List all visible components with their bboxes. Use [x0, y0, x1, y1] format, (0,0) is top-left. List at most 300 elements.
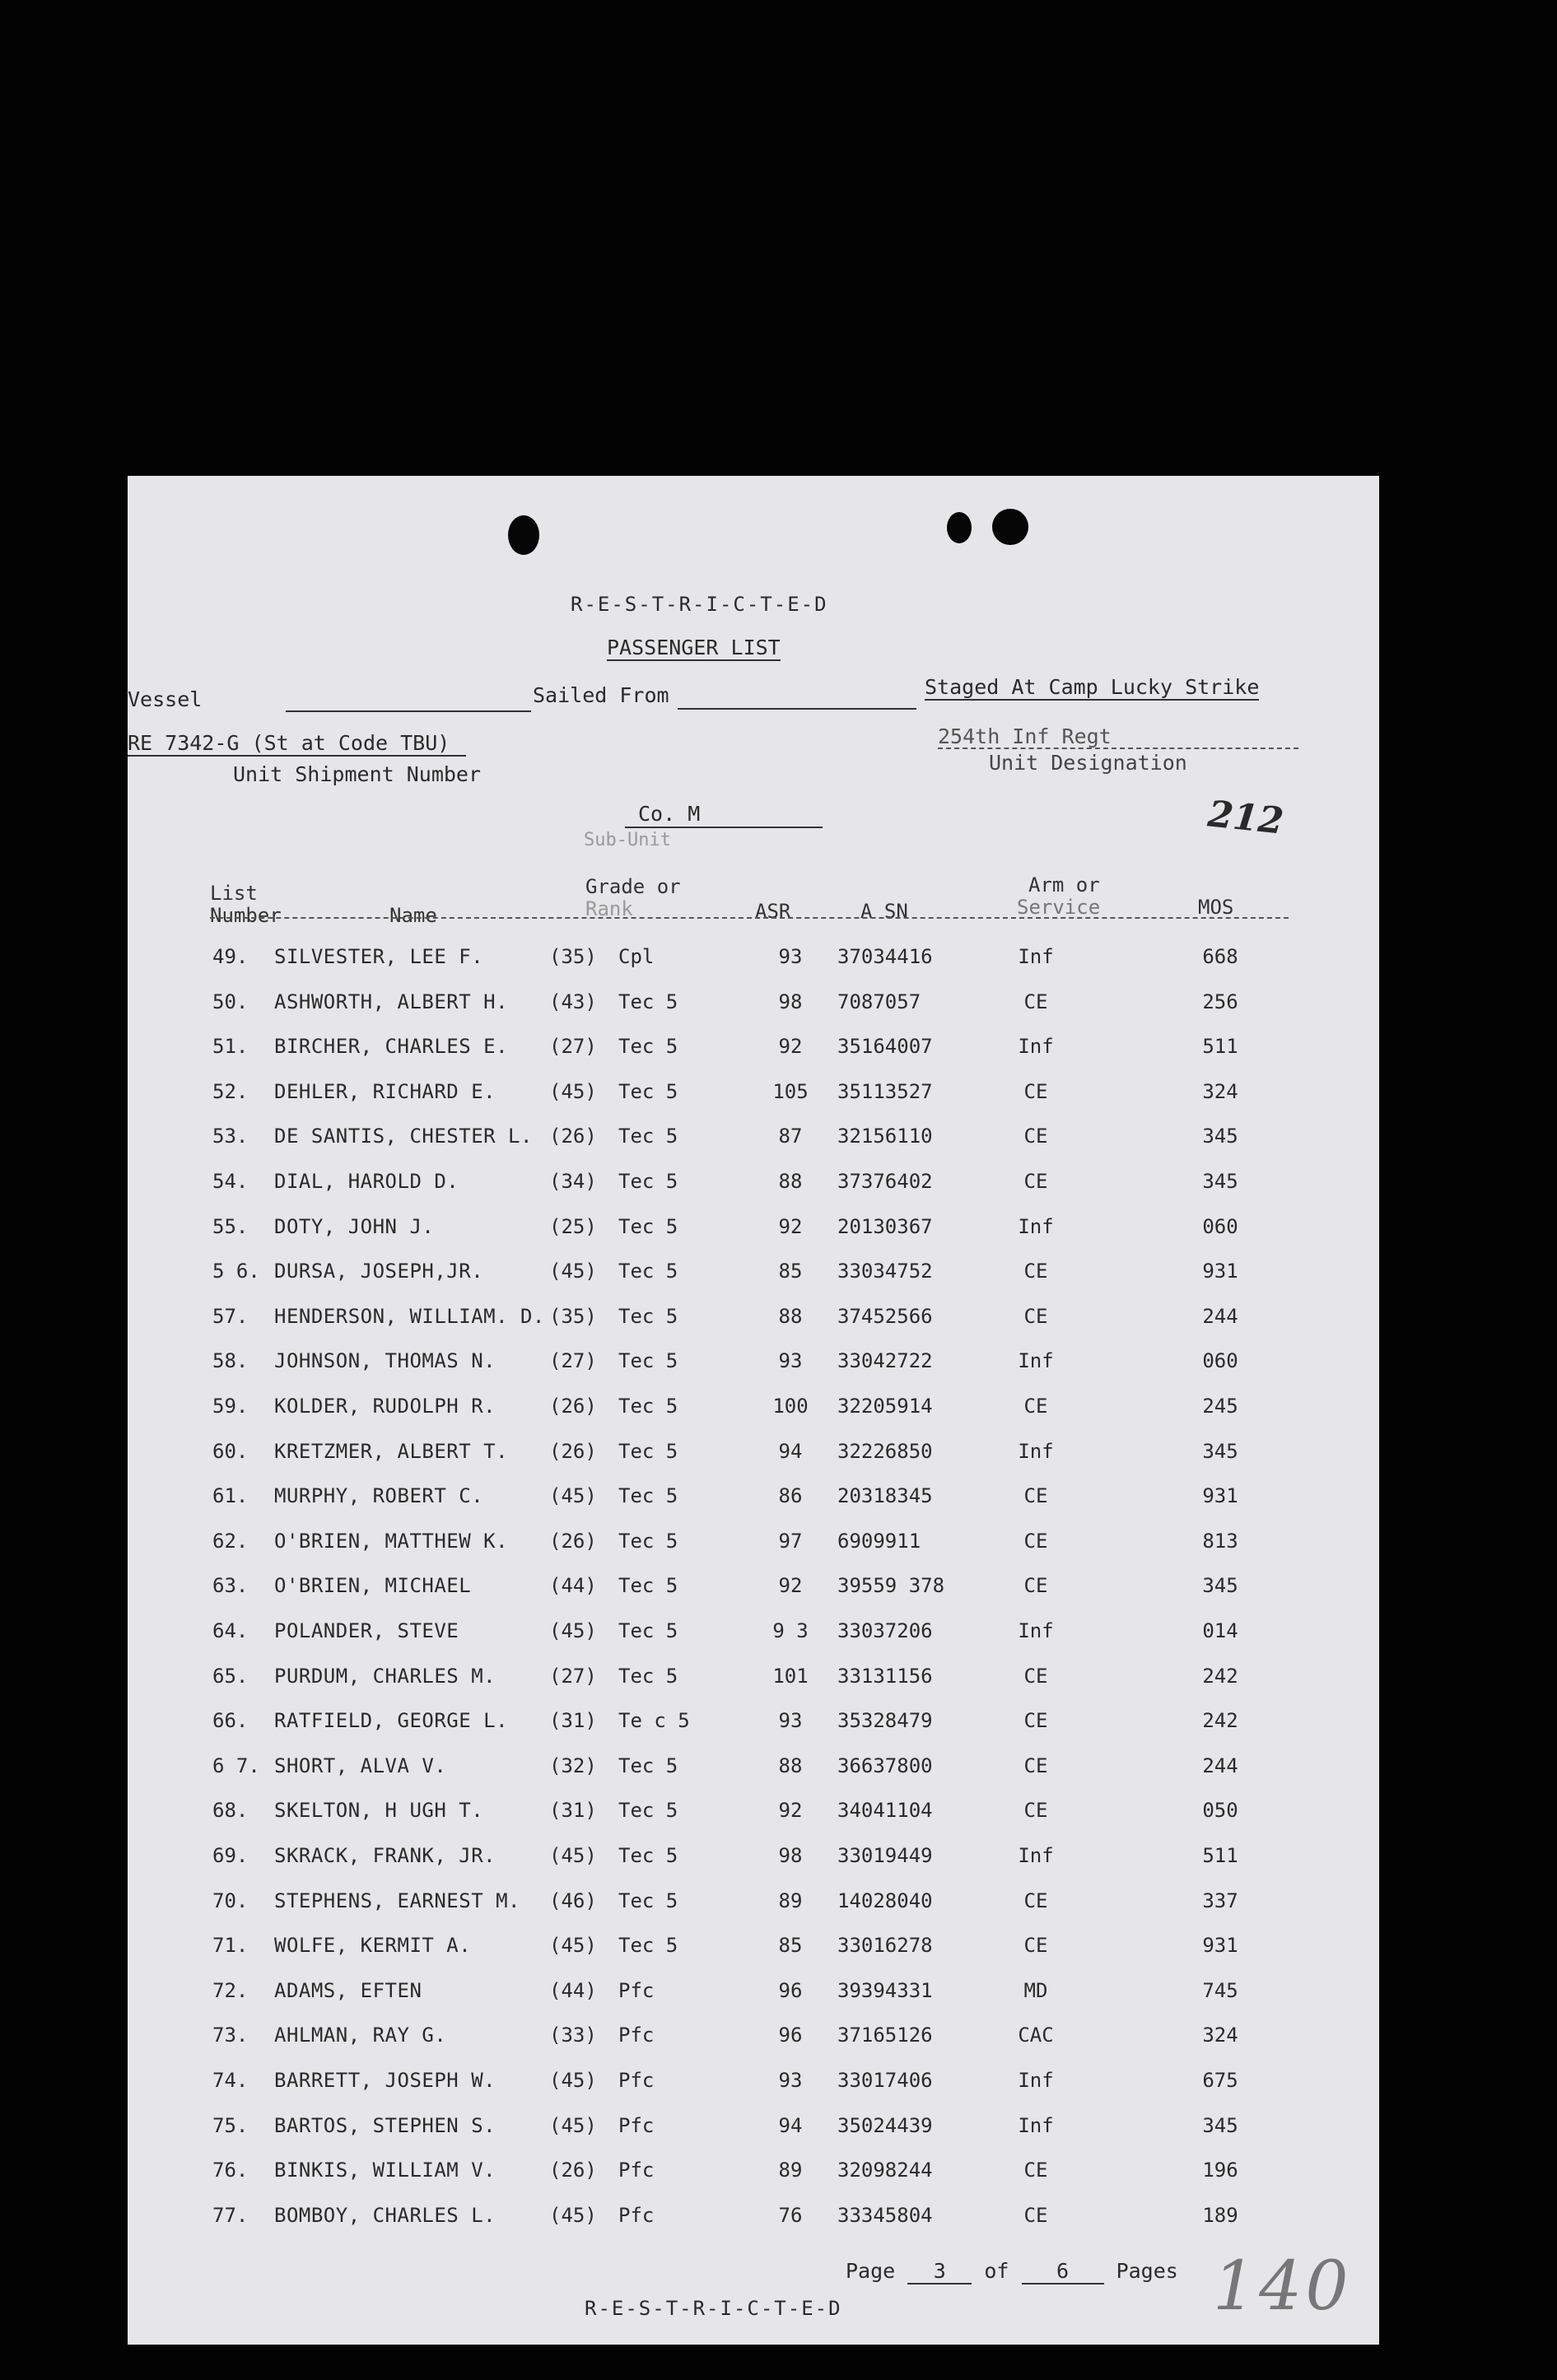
- cell-num: 54.: [212, 1170, 249, 1193]
- document-title: PASSENGER LIST: [607, 636, 781, 659]
- cell-grade: Tec 5: [618, 1619, 678, 1642]
- cell-grade: Tec 5: [618, 1574, 678, 1598]
- cell-arm: Inf: [1018, 1214, 1054, 1238]
- cell-num: 6 7.: [212, 1754, 260, 1777]
- cell-num: 51.: [212, 1035, 249, 1059]
- cell-num: 65.: [212, 1664, 249, 1688]
- table-row: [128, 2024, 1379, 2068]
- cell-age: (46): [549, 1889, 597, 1912]
- cell-name: SILVESTER, LEE F.: [274, 945, 484, 968]
- cell-grade: Te c 5: [618, 1709, 690, 1733]
- cell-name: SHORT, ALVA V.: [274, 1754, 447, 1777]
- cell-arm: CE: [1023, 1260, 1048, 1283]
- cell-asr: 101: [772, 1664, 809, 1688]
- cell-asr: 94: [778, 2113, 803, 2137]
- cell-asn: 6909911: [837, 1529, 921, 1553]
- cell-asr: 92: [778, 1574, 803, 1598]
- table-row: [128, 1799, 1379, 1843]
- cell-asr: 89: [778, 1889, 803, 1912]
- cell-age: (45): [549, 1079, 597, 1103]
- table-row: [128, 1574, 1379, 1618]
- cell-mos: 745: [1202, 1978, 1238, 2002]
- cell-arm: CE: [1023, 1799, 1048, 1823]
- col-grade-line1: Grade or: [585, 875, 681, 898]
- col-grade-line2: Rank: [585, 897, 633, 920]
- cell-asn: 32205914: [837, 1395, 933, 1418]
- cell-name: DURSA, JOSEPH,JR.: [274, 1260, 484, 1283]
- cell-asn: 37034416: [837, 945, 933, 968]
- cell-grade: Tec 5: [618, 1035, 678, 1059]
- unit-designation-label: Unit Designation: [989, 751, 1187, 775]
- handwritten-number: 212: [1205, 793, 1286, 843]
- cell-num: 63.: [212, 1574, 249, 1598]
- cell-num: 77.: [212, 2203, 249, 2227]
- sub-unit-label: Sub-Unit: [584, 830, 671, 850]
- cell-num: 68.: [212, 1799, 249, 1823]
- cell-asn: 20318345: [837, 1484, 933, 1508]
- cell-asr: 98: [778, 990, 803, 1013]
- cell-asn: 33017406: [837, 2069, 933, 2092]
- cell-age: (43): [549, 990, 597, 1013]
- cell-mos: 931: [1202, 1260, 1238, 1283]
- cell-name: DE SANTIS, CHESTER L.: [274, 1125, 533, 1148]
- cell-asn: 33034752: [837, 1260, 933, 1283]
- cell-asn: 33345804: [837, 2203, 933, 2227]
- cell-name: BINKIS, WILLIAM V.: [274, 2159, 496, 2182]
- cell-grade: Tec 5: [618, 990, 678, 1013]
- cell-grade: Tec 5: [618, 1934, 678, 1958]
- cell-age: (45): [549, 1619, 597, 1642]
- cell-grade: Pfc: [618, 2203, 655, 2227]
- cell-asn: 37452566: [837, 1304, 933, 1328]
- col-mos: MOS: [1198, 896, 1234, 919]
- cell-num: 64.: [212, 1619, 249, 1642]
- cell-asr: 98: [778, 1844, 803, 1867]
- restricted-top: R-E-S-T-R-I-C-T-E-D: [571, 593, 828, 616]
- cell-asn: 35113527: [837, 1079, 933, 1103]
- cell-age: (26): [549, 1439, 597, 1463]
- cell-arm: CE: [1023, 1889, 1048, 1912]
- cell-asr: 93: [778, 945, 803, 968]
- cell-asn: 35164007: [837, 1035, 933, 1059]
- cell-arm: CE: [1023, 1664, 1048, 1688]
- cell-asn: 35328479: [837, 1709, 933, 1733]
- cell-asn: 37165126: [837, 2024, 933, 2047]
- cell-asr: 88: [778, 1754, 803, 1777]
- cell-grade: Cpl: [618, 945, 655, 968]
- cell-name: AHLMAN, RAY G.: [274, 2024, 447, 2047]
- cell-mos: 345: [1202, 1574, 1238, 1598]
- cell-name: BARTOS, STEPHEN S.: [274, 2113, 496, 2137]
- cell-mos: 511: [1202, 1035, 1238, 1059]
- unit-shipment-value: RE 7342-G (St at Code TBU): [128, 731, 466, 757]
- cell-num: 57.: [212, 1304, 249, 1328]
- cell-arm: CE: [1023, 1754, 1048, 1777]
- cell-arm: Inf: [1018, 1035, 1054, 1059]
- cell-mos: 014: [1202, 1619, 1238, 1642]
- cell-mos: 324: [1202, 2024, 1238, 2047]
- cell-arm: Inf: [1018, 1349, 1054, 1373]
- cell-grade: Tec 5: [618, 1395, 678, 1418]
- cell-asn: 33019449: [837, 1844, 933, 1867]
- table-row: [128, 1035, 1379, 1079]
- cell-grade: Tec 5: [618, 1125, 678, 1148]
- page-value: 3: [907, 2259, 972, 2285]
- cell-mos: 245: [1202, 1395, 1238, 1418]
- cell-asn: 36637800: [837, 1754, 933, 1777]
- cell-asn: 33037206: [837, 1619, 933, 1642]
- unit-shipment-label: Unit Shipment Number: [233, 762, 482, 786]
- cell-mos: 060: [1202, 1214, 1238, 1238]
- cell-asn: 33131156: [837, 1664, 933, 1688]
- cell-name: RATFIELD, GEORGE L.: [274, 1709, 509, 1733]
- col-arm: [1017, 874, 1100, 919]
- cell-name: SKELTON, H UGH T.: [274, 1799, 484, 1823]
- cell-grade: Pfc: [618, 2024, 655, 2047]
- cell-age: (45): [549, 2069, 597, 2092]
- handwritten-page-number: 140: [1213, 2247, 1352, 2326]
- table-row: [128, 1844, 1379, 1889]
- cell-grade: Pfc: [618, 1978, 655, 2002]
- cell-asr: 105: [772, 1079, 809, 1103]
- cell-asr: 96: [778, 1978, 803, 2002]
- cell-name: O'BRIEN, MATTHEW K.: [274, 1529, 509, 1553]
- cell-arm: MD: [1023, 1978, 1048, 2002]
- cell-arm: CE: [1023, 1304, 1048, 1328]
- punch-hole: [992, 509, 1028, 545]
- col-list-number-line1: List: [210, 882, 258, 905]
- cell-arm: CE: [1023, 1709, 1048, 1733]
- cell-asn: 7087057: [837, 990, 921, 1013]
- table-row: [128, 1440, 1379, 1484]
- cell-mos: 060: [1202, 1349, 1238, 1373]
- cell-age: (44): [549, 1574, 597, 1598]
- cell-mos: 244: [1202, 1304, 1238, 1328]
- cell-asr: 94: [778, 1439, 803, 1463]
- table-row: [128, 1619, 1379, 1664]
- cell-name: MURPHY, ROBERT C.: [274, 1484, 484, 1508]
- table-row: [128, 990, 1379, 1035]
- cell-grade: Tec 5: [618, 1844, 678, 1867]
- cell-name: HENDERSON, WILLIAM. D.: [274, 1304, 545, 1328]
- cell-grade: Tec 5: [618, 1079, 678, 1103]
- pages-label: Pages: [1116, 2259, 1178, 2283]
- cell-num: 71.: [212, 1934, 249, 1958]
- cell-age: (45): [549, 1844, 597, 1867]
- cell-asn: 33042722: [837, 1349, 933, 1373]
- table-row: [128, 1170, 1379, 1214]
- cell-arm: Inf: [1018, 1619, 1054, 1642]
- vessel-value: [286, 687, 531, 712]
- of-label: of: [984, 2259, 1009, 2283]
- passenger-list-document: [128, 476, 1379, 2345]
- cell-grade: Tec 5: [618, 1170, 678, 1193]
- cell-grade: Tec 5: [618, 1304, 678, 1328]
- cell-num: 50.: [212, 990, 249, 1013]
- cell-mos: 050: [1202, 1799, 1238, 1823]
- col-asr: ASR: [755, 900, 791, 923]
- cell-num: 66.: [212, 1709, 249, 1733]
- col-arm-line1: Arm or: [1028, 873, 1100, 897]
- table-row: [128, 2114, 1379, 2159]
- cell-arm: CE: [1023, 2159, 1048, 2182]
- cell-arm: CE: [1023, 1170, 1048, 1193]
- cell-grade: Tec 5: [618, 1260, 678, 1283]
- cell-asr: 85: [778, 1260, 803, 1283]
- cell-name: DEHLER, RICHARD E.: [274, 1079, 496, 1103]
- cell-arm: Inf: [1018, 2113, 1054, 2137]
- sub-unit-rule: [625, 827, 823, 828]
- cell-asr: 76: [778, 2203, 803, 2227]
- cell-mos: 813: [1202, 1529, 1238, 1553]
- cell-asn: 37376402: [837, 1170, 933, 1193]
- cell-name: WOLFE, KERMIT A.: [274, 1934, 472, 1958]
- cell-grade: Pfc: [618, 2159, 655, 2182]
- cell-age: (45): [549, 1260, 597, 1283]
- cell-age: (45): [549, 2113, 597, 2137]
- cell-asr: 93: [778, 1349, 803, 1373]
- cell-num: 5 6.: [212, 1260, 260, 1283]
- sailed-from-value: [678, 685, 916, 710]
- cell-asr: 92: [778, 1035, 803, 1059]
- cell-age: (32): [549, 1754, 597, 1777]
- cell-mos: 511: [1202, 1844, 1238, 1867]
- cell-asn: 35024439: [837, 2113, 933, 2137]
- table-row: [128, 1709, 1379, 1754]
- cell-asn: 39394331: [837, 1978, 933, 2002]
- cell-age: (44): [549, 1978, 597, 2002]
- table-row: [128, 1260, 1379, 1304]
- cell-arm: Inf: [1018, 2069, 1054, 2092]
- table-row: [128, 2069, 1379, 2113]
- cell-age: (35): [549, 1304, 597, 1328]
- table-row: [128, 1080, 1379, 1125]
- cell-asr: 89: [778, 2159, 803, 2182]
- cell-asn: 32226850: [837, 1439, 933, 1463]
- cell-num: 70.: [212, 1889, 249, 1912]
- cell-age: (27): [549, 1664, 597, 1688]
- of-value: 6: [1022, 2259, 1104, 2285]
- cell-arm: CE: [1023, 2203, 1048, 2227]
- cell-age: (31): [549, 1799, 597, 1823]
- sub-unit-value: Co. M: [638, 802, 701, 826]
- cell-num: 58.: [212, 1349, 249, 1373]
- cell-arm: CE: [1023, 1529, 1048, 1553]
- cell-name: DIAL, HAROLD D.: [274, 1170, 459, 1193]
- cell-asn: 39559 378: [837, 1574, 945, 1598]
- cell-mos: 345: [1202, 2113, 1238, 2137]
- cell-age: (31): [549, 1709, 597, 1733]
- cell-grade: Pfc: [618, 2113, 655, 2137]
- table-row: [128, 1125, 1379, 1169]
- cell-arm: CAC: [1018, 2024, 1054, 2047]
- cell-asr: 87: [778, 1125, 803, 1148]
- cell-age: (45): [549, 2203, 597, 2227]
- col-list-number: [210, 883, 282, 927]
- cell-arm: CE: [1023, 1395, 1048, 1418]
- cell-asr: 88: [778, 1304, 803, 1328]
- punch-hole: [947, 512, 972, 543]
- cell-grade: Tec 5: [618, 1889, 678, 1912]
- cell-arm: CE: [1023, 1079, 1048, 1103]
- col-list-number-line2: Number: [210, 904, 282, 927]
- cell-name: POLANDER, STEVE: [274, 1619, 459, 1642]
- cell-age: (45): [549, 1484, 597, 1508]
- staged-at: Staged At Camp Lucky Strike: [925, 675, 1260, 699]
- cell-num: 72.: [212, 1978, 249, 2002]
- col-asn: A SN: [860, 900, 908, 923]
- table-row: [128, 1934, 1379, 1978]
- table-row: [128, 1889, 1379, 1934]
- cell-age: (45): [549, 1934, 597, 1958]
- cell-name: BARRETT, JOSEPH W.: [274, 2069, 496, 2092]
- table-row: [128, 1484, 1379, 1529]
- cell-grade: Tec 5: [618, 1484, 678, 1508]
- cell-age: (26): [549, 1395, 597, 1418]
- sailed-from-label: Sailed From: [533, 683, 669, 707]
- cell-name: JOHNSON, THOMAS N.: [274, 1349, 496, 1373]
- cell-num: 60.: [212, 1439, 249, 1463]
- cell-name: BOMBOY, CHARLES L.: [274, 2203, 496, 2227]
- cell-arm: CE: [1023, 1574, 1048, 1598]
- unit-designation-rule: [938, 748, 1298, 749]
- cell-name: DOTY, JOHN J.: [274, 1214, 435, 1238]
- cell-age: (26): [549, 1125, 597, 1148]
- cell-num: 61.: [212, 1484, 249, 1508]
- cell-mos: 345: [1202, 1170, 1238, 1193]
- vessel-label: Vessel: [128, 687, 203, 711]
- cell-name: BIRCHER, CHARLES E.: [274, 1035, 509, 1059]
- cell-grade: Tec 5: [618, 1664, 678, 1688]
- cell-num: 74.: [212, 2069, 249, 2092]
- header-rule: [210, 917, 1289, 919]
- table-row: [128, 2159, 1379, 2203]
- cell-grade: Tec 5: [618, 1349, 678, 1373]
- cell-mos: 256: [1202, 990, 1238, 1013]
- cell-age: (27): [549, 1349, 597, 1373]
- cell-mos: 242: [1202, 1709, 1238, 1733]
- cell-arm: CE: [1023, 990, 1048, 1013]
- cell-asn: 20130367: [837, 1214, 933, 1238]
- cell-name: PURDUM, CHARLES M.: [274, 1664, 496, 1688]
- cell-mos: 668: [1202, 945, 1238, 968]
- cell-num: 76.: [212, 2159, 249, 2182]
- cell-asr: 100: [772, 1395, 809, 1418]
- table-row: [128, 1395, 1379, 1439]
- cell-asr: 86: [778, 1484, 803, 1508]
- cell-num: 69.: [212, 1844, 249, 1867]
- table-row: [128, 1215, 1379, 1260]
- cell-mos: 244: [1202, 1754, 1238, 1777]
- cell-age: (34): [549, 1170, 597, 1193]
- table-row: [128, 1349, 1379, 1394]
- cell-asn: 33016278: [837, 1934, 933, 1958]
- cell-asr: 97: [778, 1529, 803, 1553]
- cell-num: 55.: [212, 1214, 249, 1238]
- cell-asn: 14028040: [837, 1889, 933, 1912]
- col-grade: [585, 876, 681, 920]
- cell-grade: Tec 5: [618, 1439, 678, 1463]
- cell-name: O'BRIEN, MICHAEL: [274, 1574, 472, 1598]
- cell-age: (35): [549, 945, 597, 968]
- cell-mos: 345: [1202, 1439, 1238, 1463]
- cell-num: 62.: [212, 1529, 249, 1553]
- cell-age: (26): [549, 1529, 597, 1553]
- cell-asr: 9 3: [772, 1619, 809, 1642]
- cell-mos: 324: [1202, 1079, 1238, 1103]
- cell-num: 52.: [212, 1079, 249, 1103]
- cell-asr: 92: [778, 1214, 803, 1238]
- unit-designation-value: 254th Inf Regt: [938, 724, 1112, 748]
- table-row: [128, 1305, 1379, 1349]
- cell-asr: 85: [778, 1934, 803, 1958]
- table-row: [128, 2204, 1379, 2248]
- cell-asr: 93: [778, 1709, 803, 1733]
- punch-hole: [508, 515, 539, 555]
- cell-name: KOLDER, RUDOLPH R.: [274, 1395, 496, 1418]
- cell-asn: 32156110: [837, 1125, 933, 1148]
- cell-name: ADAMS, EFTEN: [274, 1978, 422, 2002]
- cell-asr: 92: [778, 1799, 803, 1823]
- col-arm-line2: Service: [1017, 896, 1101, 919]
- cell-num: 49.: [212, 945, 249, 968]
- cell-arm: Inf: [1018, 1844, 1054, 1867]
- cell-asn: 32098244: [837, 2159, 933, 2182]
- page-footer: [846, 2259, 1178, 2285]
- cell-age: (27): [549, 1035, 597, 1059]
- cell-grade: Tec 5: [618, 1754, 678, 1777]
- cell-age: (26): [549, 2159, 597, 2182]
- cell-mos: 345: [1202, 1125, 1238, 1148]
- cell-mos: 196: [1202, 2159, 1238, 2182]
- cell-name: STEPHENS, EARNEST M.: [274, 1889, 520, 1912]
- cell-name: SKRACK, FRANK, JR.: [274, 1844, 496, 1867]
- cell-asn: 34041104: [837, 1799, 933, 1823]
- cell-num: 75.: [212, 2113, 249, 2137]
- cell-arm: CE: [1023, 1484, 1048, 1508]
- cell-mos: 675: [1202, 2069, 1238, 2092]
- col-name: Name: [389, 904, 437, 927]
- cell-arm: CE: [1023, 1934, 1048, 1958]
- cell-mos: 242: [1202, 1664, 1238, 1688]
- cell-asr: 88: [778, 1170, 803, 1193]
- cell-grade: Tec 5: [618, 1529, 678, 1553]
- cell-mos: 931: [1202, 1934, 1238, 1958]
- cell-num: 53.: [212, 1125, 249, 1148]
- cell-asr: 96: [778, 2024, 803, 2047]
- cell-mos: 337: [1202, 1889, 1238, 1912]
- cell-arm: Inf: [1018, 1439, 1054, 1463]
- cell-mos: 189: [1202, 2203, 1238, 2227]
- table-row: [128, 945, 1379, 990]
- cell-grade: Tec 5: [618, 1214, 678, 1238]
- table-row: [128, 1979, 1379, 2024]
- table-row: [128, 1665, 1379, 1709]
- cell-arm: CE: [1023, 1125, 1048, 1148]
- cell-grade: Pfc: [618, 2069, 655, 2092]
- page-label: Page: [846, 2259, 896, 2283]
- cell-age: (33): [549, 2024, 597, 2047]
- cell-arm: Inf: [1018, 945, 1054, 968]
- table-row: [128, 1754, 1379, 1799]
- cell-name: KRETZMER, ALBERT T.: [274, 1439, 509, 1463]
- cell-asr: 93: [778, 2069, 803, 2092]
- cell-grade: Tec 5: [618, 1799, 678, 1823]
- cell-num: 73.: [212, 2024, 249, 2047]
- table-row: [128, 1530, 1379, 1574]
- cell-mos: 931: [1202, 1484, 1238, 1508]
- cell-name: ASHWORTH, ALBERT H.: [274, 990, 509, 1013]
